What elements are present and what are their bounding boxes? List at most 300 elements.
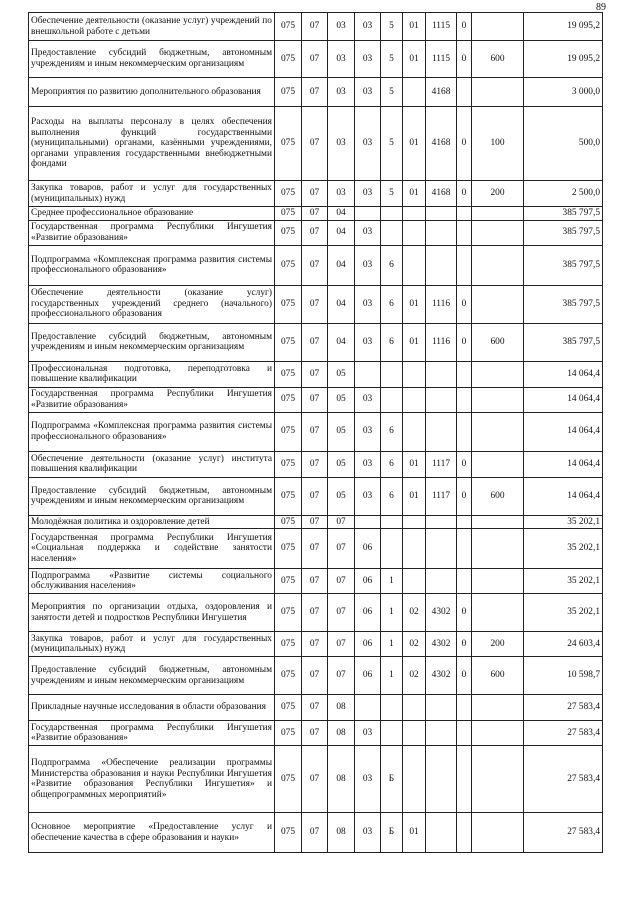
row-name: Предоставление субсидий бюджетным, автономным учреждениям и иным некоммерческим организациям <box>29 477 275 515</box>
cell-pr: 03 <box>328 181 355 207</box>
cell-ved: 075 <box>275 361 302 387</box>
cell-amount: 35 202,1 <box>524 594 603 632</box>
cell-ved: 075 <box>275 569 302 594</box>
cell-program: 03 <box>355 323 381 361</box>
cell-subprogram: 5 <box>381 13 403 41</box>
row-name: Закупка товаров, работ и услуг для государственных (муниципальных) нужд <box>29 632 275 657</box>
cell-program: 03 <box>355 220 381 245</box>
row-name: Среднее профессиональное образование <box>29 207 275 221</box>
cell-rz: 07 <box>302 387 328 412</box>
cell-subprogram: 6 <box>381 245 403 285</box>
cell-expense-type <box>472 569 524 594</box>
cell-activity <box>403 515 426 529</box>
cell-direction <box>426 515 457 529</box>
row-name: Государственная программа Республики Ингушетия «Развитие образования» <box>29 387 275 412</box>
cell-program <box>355 515 381 529</box>
cell-code-suffix <box>457 529 472 569</box>
cell-direction: 1115 <box>426 41 457 78</box>
cell-subprogram: 1 <box>381 657 403 695</box>
cell-amount: 27 583,4 <box>524 746 603 813</box>
cell-amount: 27 583,4 <box>524 813 603 853</box>
cell-expense-type <box>472 13 524 41</box>
cell-program: 03 <box>355 78 381 107</box>
cell-expense-type <box>472 813 524 853</box>
cell-direction: 4302 <box>426 657 457 695</box>
table-row <box>29 569 603 594</box>
cell-pr: 03 <box>328 78 355 107</box>
cell-program: 03 <box>355 721 381 746</box>
cell-activity <box>403 207 426 221</box>
cell-pr: 08 <box>328 695 355 721</box>
cell-activity <box>403 721 426 746</box>
cell-subprogram: 6 <box>381 477 403 515</box>
table-row <box>29 632 603 657</box>
cell-pr: 03 <box>328 41 355 78</box>
cell-ved: 075 <box>275 813 302 853</box>
cell-pr: 08 <box>328 813 355 853</box>
cell-activity: 01 <box>403 451 426 477</box>
row-name: Обеспечение деятельности (оказание услуг) учреждений по внешкольной работе с детьми <box>29 13 275 41</box>
cell-amount: 10 598,7 <box>524 657 603 695</box>
cell-activity: 01 <box>403 477 426 515</box>
cell-subprogram: 5 <box>381 78 403 107</box>
cell-expense-type <box>472 412 524 451</box>
cell-subprogram: 6 <box>381 323 403 361</box>
row-name: Подпрограмма «Обеспечение реализации программы Министерства образования и науки Республики Ингушетия «Развитие образования Республики Ингушетия» и общепрограммных мероприятий» <box>29 746 275 813</box>
cell-program: 03 <box>355 477 381 515</box>
cell-expense-type <box>472 220 524 245</box>
cell-activity <box>403 746 426 813</box>
cell-expense-type <box>472 695 524 721</box>
cell-activity <box>403 695 426 721</box>
cell-direction: 1115 <box>426 13 457 41</box>
cell-activity: 02 <box>403 594 426 632</box>
row-name: Государственная программа Республики Ингушетия «Развитие образования» <box>29 220 275 245</box>
cell-subprogram: 5 <box>381 107 403 181</box>
cell-program <box>355 207 381 221</box>
cell-pr: 05 <box>328 387 355 412</box>
cell-rz: 07 <box>302 721 328 746</box>
cell-subprogram <box>381 220 403 245</box>
table-row <box>29 13 603 41</box>
cell-program: 06 <box>355 594 381 632</box>
cell-amount: 35 202,1 <box>524 569 603 594</box>
cell-expense-type: 200 <box>472 632 524 657</box>
cell-activity: 01 <box>403 813 426 853</box>
cell-expense-type <box>472 515 524 529</box>
page-number: 89 <box>596 2 606 13</box>
table-row <box>29 746 603 813</box>
cell-code-suffix: 0 <box>457 451 472 477</box>
table-row <box>29 245 603 285</box>
cell-code-suffix: 0 <box>457 181 472 207</box>
cell-direction <box>426 695 457 721</box>
cell-activity: 01 <box>403 323 426 361</box>
cell-program: 03 <box>355 13 381 41</box>
cell-activity: 01 <box>403 285 426 323</box>
cell-expense-type <box>472 387 524 412</box>
cell-rz: 07 <box>302 746 328 813</box>
cell-ved: 075 <box>275 245 302 285</box>
cell-ved: 075 <box>275 107 302 181</box>
table-row <box>29 594 603 632</box>
row-name: Государственная программа Республики Ингушетия «Социальная поддержка и содействие занятости населения» <box>29 529 275 569</box>
cell-direction <box>426 529 457 569</box>
cell-amount: 14 064,4 <box>524 451 603 477</box>
cell-pr: 08 <box>328 721 355 746</box>
cell-direction <box>426 721 457 746</box>
cell-ved: 075 <box>275 181 302 207</box>
cell-program: 03 <box>355 245 381 285</box>
table-row <box>29 515 603 529</box>
cell-program: 06 <box>355 569 381 594</box>
cell-rz: 07 <box>302 13 328 41</box>
cell-code-suffix: 0 <box>457 323 472 361</box>
cell-rz: 07 <box>302 632 328 657</box>
cell-amount: 385 797,5 <box>524 220 603 245</box>
cell-code-suffix <box>457 412 472 451</box>
cell-expense-type <box>472 245 524 285</box>
cell-pr: 04 <box>328 207 355 221</box>
cell-program: 06 <box>355 657 381 695</box>
cell-code-suffix <box>457 515 472 529</box>
cell-pr: 05 <box>328 361 355 387</box>
row-name: Мероприятия по развитию дополнительного образования <box>29 78 275 107</box>
cell-rz: 07 <box>302 813 328 853</box>
cell-subprogram <box>381 695 403 721</box>
cell-amount: 19 095,2 <box>524 13 603 41</box>
cell-expense-type <box>472 451 524 477</box>
table-row <box>29 451 603 477</box>
cell-program: 03 <box>355 387 381 412</box>
cell-subprogram: 5 <box>381 181 403 207</box>
cell-code-suffix: 0 <box>457 13 472 41</box>
table-row <box>29 657 603 695</box>
cell-rz: 07 <box>302 594 328 632</box>
row-name: Подпрограмма «Комплексная программа развития системы профессионального образования» <box>29 245 275 285</box>
cell-direction <box>426 245 457 285</box>
cell-activity <box>403 78 426 107</box>
cell-subprogram <box>381 529 403 569</box>
cell-ved: 075 <box>275 632 302 657</box>
cell-amount: 14 064,4 <box>524 361 603 387</box>
cell-pr: 08 <box>328 746 355 813</box>
cell-program: 03 <box>355 285 381 323</box>
cell-program: 03 <box>355 813 381 853</box>
cell-pr: 05 <box>328 477 355 515</box>
cell-pr: 07 <box>328 515 355 529</box>
cell-direction <box>426 746 457 813</box>
cell-direction <box>426 569 457 594</box>
cell-code-suffix: 0 <box>457 477 472 515</box>
cell-rz: 07 <box>302 207 328 221</box>
row-name: Предоставление субсидий бюджетным, автономным учреждениям и иным некоммерческим организациям <box>29 41 275 78</box>
cell-program: 03 <box>355 746 381 813</box>
cell-pr: 07 <box>328 569 355 594</box>
cell-pr: 04 <box>328 220 355 245</box>
cell-code-suffix <box>457 220 472 245</box>
cell-direction <box>426 361 457 387</box>
cell-expense-type <box>472 746 524 813</box>
row-name: Прикладные научные исследования в области образования <box>29 695 275 721</box>
table-row <box>29 78 603 107</box>
cell-subprogram: 6 <box>381 451 403 477</box>
cell-pr: 07 <box>328 657 355 695</box>
cell-ved: 075 <box>275 657 302 695</box>
cell-pr: 04 <box>328 323 355 361</box>
cell-amount: 27 583,4 <box>524 695 603 721</box>
table-row <box>29 207 603 221</box>
cell-ved: 075 <box>275 515 302 529</box>
cell-code-suffix <box>457 721 472 746</box>
cell-ved: 075 <box>275 41 302 78</box>
cell-ved: 075 <box>275 721 302 746</box>
row-name: Предоставление субсидий бюджетным, автономным учреждениям и иным некоммерческим организациям <box>29 657 275 695</box>
table-row <box>29 323 603 361</box>
cell-amount: 35 202,1 <box>524 529 603 569</box>
cell-subprogram: 1 <box>381 594 403 632</box>
row-name: Мероприятия по организации отдыха, оздоровления и занятости детей и подростков Республики Ингушетия <box>29 594 275 632</box>
cell-rz: 07 <box>302 41 328 78</box>
cell-activity: 01 <box>403 41 426 78</box>
cell-amount: 24 603,4 <box>524 632 603 657</box>
cell-pr: 03 <box>328 13 355 41</box>
cell-expense-type <box>472 207 524 221</box>
cell-direction <box>426 220 457 245</box>
cell-pr: 07 <box>328 529 355 569</box>
cell-rz: 07 <box>302 695 328 721</box>
row-name: Основное мероприятие «Предоставление услуг и обеспечение качества в сфере образования и науки» <box>29 813 275 853</box>
cell-activity <box>403 220 426 245</box>
cell-code-suffix: 0 <box>457 41 472 78</box>
cell-direction: 1116 <box>426 323 457 361</box>
cell-ved: 075 <box>275 746 302 813</box>
table-row <box>29 220 603 245</box>
cell-pr: 05 <box>328 412 355 451</box>
cell-code-suffix <box>457 813 472 853</box>
cell-rz: 07 <box>302 220 328 245</box>
cell-amount: 14 064,4 <box>524 412 603 451</box>
cell-amount: 35 202,1 <box>524 515 603 529</box>
cell-rz: 07 <box>302 412 328 451</box>
cell-rz: 07 <box>302 323 328 361</box>
cell-amount: 500,0 <box>524 107 603 181</box>
cell-direction: 4168 <box>426 78 457 107</box>
table-row <box>29 285 603 323</box>
cell-activity <box>403 245 426 285</box>
cell-pr: 03 <box>328 107 355 181</box>
cell-ved: 075 <box>275 220 302 245</box>
cell-code-suffix <box>457 361 472 387</box>
cell-direction: 4302 <box>426 594 457 632</box>
cell-expense-type <box>472 594 524 632</box>
table-row <box>29 107 603 181</box>
cell-activity: 01 <box>403 13 426 41</box>
table-row <box>29 721 603 746</box>
cell-subprogram <box>381 361 403 387</box>
cell-direction <box>426 387 457 412</box>
cell-ved: 075 <box>275 207 302 221</box>
cell-activity <box>403 412 426 451</box>
row-name: Предоставление субсидий бюджетным, автономным учреждениям и иным некоммерческим организациям <box>29 323 275 361</box>
cell-expense-type <box>472 529 524 569</box>
cell-code-suffix <box>457 569 472 594</box>
cell-rz: 07 <box>302 285 328 323</box>
cell-activity <box>403 529 426 569</box>
cell-subprogram: 1 <box>381 569 403 594</box>
cell-subprogram: 6 <box>381 285 403 323</box>
cell-subprogram <box>381 207 403 221</box>
cell-pr: 04 <box>328 245 355 285</box>
row-name: Молодёжная политика и оздоровление детей <box>29 515 275 529</box>
table-row <box>29 41 603 78</box>
row-name: Подпрограмма «Развитие системы социального обслуживания населения» <box>29 569 275 594</box>
row-name: Закупка товаров, работ и услуг для государственных (муниципальных) нужд <box>29 181 275 207</box>
cell-expense-type: 600 <box>472 41 524 78</box>
cell-activity <box>403 361 426 387</box>
cell-expense-type: 600 <box>472 477 524 515</box>
cell-amount: 385 797,5 <box>524 245 603 285</box>
row-name: Обеспечение деятельности (оказание услуг) института повышения квалификации <box>29 451 275 477</box>
cell-subprogram: Б <box>381 746 403 813</box>
cell-amount: 385 797,5 <box>524 285 603 323</box>
cell-pr: 04 <box>328 285 355 323</box>
cell-pr: 07 <box>328 632 355 657</box>
cell-rz: 07 <box>302 657 328 695</box>
cell-rz: 07 <box>302 529 328 569</box>
cell-subprogram: 5 <box>381 41 403 78</box>
cell-program: 06 <box>355 632 381 657</box>
cell-amount: 2 500,0 <box>524 181 603 207</box>
cell-subprogram <box>381 721 403 746</box>
cell-program <box>355 695 381 721</box>
table-row <box>29 477 603 515</box>
row-name: Подпрограмма «Комплексная программа развития системы профессионального образования» <box>29 412 275 451</box>
table-row <box>29 387 603 412</box>
cell-ved: 075 <box>275 477 302 515</box>
cell-subprogram: Б <box>381 813 403 853</box>
cell-rz: 07 <box>302 181 328 207</box>
cell-program: 03 <box>355 41 381 78</box>
cell-expense-type: 100 <box>472 107 524 181</box>
cell-subprogram: 6 <box>381 412 403 451</box>
cell-rz: 07 <box>302 107 328 181</box>
row-name: Профессиональная подготовка, переподготовка и повышение квалификации <box>29 361 275 387</box>
cell-expense-type: 600 <box>472 657 524 695</box>
cell-subprogram <box>381 515 403 529</box>
cell-subprogram: 1 <box>381 632 403 657</box>
cell-activity: 02 <box>403 632 426 657</box>
cell-rz: 07 <box>302 245 328 285</box>
row-name: Расходы на выплаты персоналу в целях обеспечения выполнения функций государственными (муниципальными) органами, казёнными учреждениями, органами управления государственными внебюджетными фондами <box>29 107 275 181</box>
cell-amount: 14 064,4 <box>524 477 603 515</box>
cell-code-suffix <box>457 695 472 721</box>
row-name: Государственная программа Республики Ингушетия «Развитие образования» <box>29 721 275 746</box>
cell-direction <box>426 207 457 221</box>
cell-pr: 05 <box>328 451 355 477</box>
cell-rz: 07 <box>302 78 328 107</box>
cell-expense-type <box>472 285 524 323</box>
cell-amount: 385 797,5 <box>524 207 603 221</box>
cell-code-suffix <box>457 746 472 813</box>
table-body <box>29 13 603 853</box>
cell-code-suffix <box>457 78 472 107</box>
cell-ved: 075 <box>275 695 302 721</box>
cell-code-suffix <box>457 207 472 221</box>
cell-expense-type: 200 <box>472 181 524 207</box>
cell-rz: 07 <box>302 569 328 594</box>
cell-activity <box>403 387 426 412</box>
cell-code-suffix: 0 <box>457 594 472 632</box>
cell-amount: 19 095,2 <box>524 41 603 78</box>
cell-ved: 075 <box>275 594 302 632</box>
cell-ved: 075 <box>275 387 302 412</box>
cell-expense-type <box>472 78 524 107</box>
cell-code-suffix: 0 <box>457 632 472 657</box>
cell-direction: 4168 <box>426 181 457 207</box>
table-row <box>29 529 603 569</box>
cell-code-suffix: 0 <box>457 657 472 695</box>
cell-program: 03 <box>355 451 381 477</box>
cell-amount: 3 000,0 <box>524 78 603 107</box>
cell-ved: 075 <box>275 285 302 323</box>
cell-ved: 075 <box>275 451 302 477</box>
cell-expense-type: 600 <box>472 323 524 361</box>
cell-direction: 1117 <box>426 477 457 515</box>
cell-direction: 1117 <box>426 451 457 477</box>
cell-rz: 07 <box>302 361 328 387</box>
cell-activity: 01 <box>403 107 426 181</box>
row-name: Обеспечение деятельности (оказание услуг) государственных учреждений среднего (начального) профессионального образования <box>29 285 275 323</box>
cell-program: 03 <box>355 412 381 451</box>
cell-rz: 07 <box>302 451 328 477</box>
cell-ved: 075 <box>275 529 302 569</box>
cell-ved: 075 <box>275 78 302 107</box>
cell-code-suffix <box>457 387 472 412</box>
cell-rz: 07 <box>302 515 328 529</box>
cell-program: 06 <box>355 529 381 569</box>
table-row <box>29 412 603 451</box>
table-row <box>29 181 603 207</box>
table-row <box>29 695 603 721</box>
cell-pr: 07 <box>328 594 355 632</box>
cell-activity: 02 <box>403 657 426 695</box>
cell-ved: 075 <box>275 323 302 361</box>
cell-activity <box>403 569 426 594</box>
table-row <box>29 813 603 853</box>
cell-program: 03 <box>355 107 381 181</box>
cell-code-suffix: 0 <box>457 285 472 323</box>
cell-activity: 01 <box>403 181 426 207</box>
cell-expense-type <box>472 721 524 746</box>
table-row <box>29 361 603 387</box>
cell-ved: 075 <box>275 13 302 41</box>
cell-direction: 4168 <box>426 107 457 181</box>
cell-direction <box>426 412 457 451</box>
cell-subprogram <box>381 387 403 412</box>
cell-amount: 27 583,4 <box>524 721 603 746</box>
cell-amount: 14 064,4 <box>524 387 603 412</box>
cell-expense-type <box>472 361 524 387</box>
cell-direction: 4302 <box>426 632 457 657</box>
cell-direction: 1116 <box>426 285 457 323</box>
cell-direction <box>426 813 457 853</box>
cell-ved: 075 <box>275 412 302 451</box>
cell-code-suffix: 0 <box>457 107 472 181</box>
cell-rz: 07 <box>302 477 328 515</box>
cell-amount: 385 797,5 <box>524 323 603 361</box>
cell-program <box>355 361 381 387</box>
